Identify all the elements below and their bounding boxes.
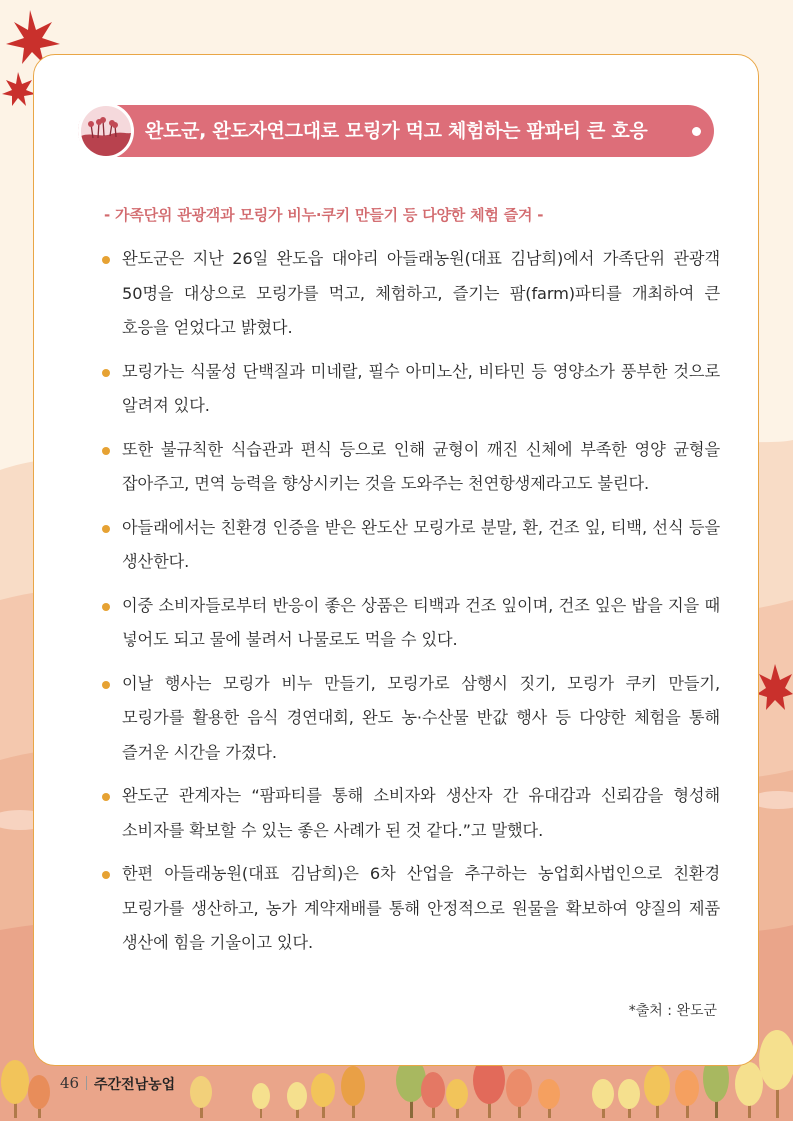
list-item-text: 한편 아들래농원(대표 김남희)은 6차 산업을 추구하는 농업회사법인으로 친환경 모링가를 생산하고, 농가 계약재배를 통해 안정적으로 원물을 확보하여 양질의 제품 생산에 힘을 기울이고 있다. [122, 864, 720, 952]
list-item-text: 아들래에서는 친환경 인증을 받은 완도산 모링가로 분말, 환, 건조 잎, 티백, 선식 등을 생산한다. [122, 517, 720, 571]
bullet-dot-icon [102, 525, 110, 533]
page-number: 46 [60, 1074, 80, 1092]
list-item-text: 이중 소비자들로부터 반응이 좋은 상품은 티백과 건조 잎이며, 건조 잎은 밥을 지을 때 넣어도 되고 물에 불려서 나물로도 먹을 수 있다. [122, 595, 720, 649]
list-item [102, 355, 720, 424]
bullet-dot-icon [102, 603, 110, 611]
list-item [102, 589, 720, 658]
list-item [102, 433, 720, 502]
bullet-dot-icon [102, 447, 110, 455]
moringa-field-icon [78, 103, 134, 159]
title-dot-icon [692, 127, 701, 136]
list-item [102, 242, 720, 346]
list-item [102, 511, 720, 580]
list-item [102, 779, 720, 848]
list-item-text: 이날 행사는 모링가 비누 만들기, 모링가로 삼행시 짓기, 모링가 쿠키 만들기, 모링가를 활용한 음식 경연대회, 완도 농·수산물 반값 행사 등 다양한 체험을 통해 즐거운 시간을 가졌다. [122, 673, 720, 762]
page-title: 완도군, 완도자연그대로 모링가 먹고 체험하는 팜파티 큰 호응 [145, 120, 648, 142]
footer-divider [86, 1076, 87, 1090]
bullet-dot-icon [102, 793, 110, 801]
bullet-dot-icon [102, 256, 110, 264]
article-body [102, 242, 720, 970]
list-item-text: 완도군은 지난 26일 완도읍 대야리 아들래농원(대표 김남희)에서 가족단위 관광객 50명을 대상으로 모링가를 먹고, 체험하고, 즐기는 팜(farm)파티를 개최하여 큰 호응을 얻었다고 밝혔다. [122, 249, 720, 337]
bullet-dot-icon [102, 681, 110, 689]
list-item [102, 667, 720, 771]
list-item-text: 모링가는 식물성 단백질과 미네랄, 필수 아미노산, 비타민 등 영양소가 풍부한 것으로 알려져 있다. [122, 361, 720, 415]
list-item-text: 또한 불규칙한 식습관과 편식 등으로 인해 균형이 깨진 신체에 부족한 영양 균형을 잡아주고, 면역 능력을 향상시키는 것을 도와주는 천연항생제라고도 불린다. [122, 439, 720, 493]
subtitle: - 가족단위 관광객과 모링가 비누·쿠키 만들기 등 다양한 체험 즐겨 - [104, 206, 544, 224]
source-credit: *출처 : 완도군 [628, 1003, 717, 1019]
list-item [102, 857, 720, 961]
bullet-dot-icon [102, 369, 110, 377]
list-item-text: 완도군 관계자는 “팜파티를 통해 소비자와 생산자 간 유대감과 신뢰감을 형성해 소비자를 확보할 수 있는 좋은 사례가 된 것 같다.”고 말했다. [122, 786, 720, 840]
publication-name: 주간전남농업 [94, 1077, 176, 1093]
bullet-dot-icon [102, 871, 110, 879]
